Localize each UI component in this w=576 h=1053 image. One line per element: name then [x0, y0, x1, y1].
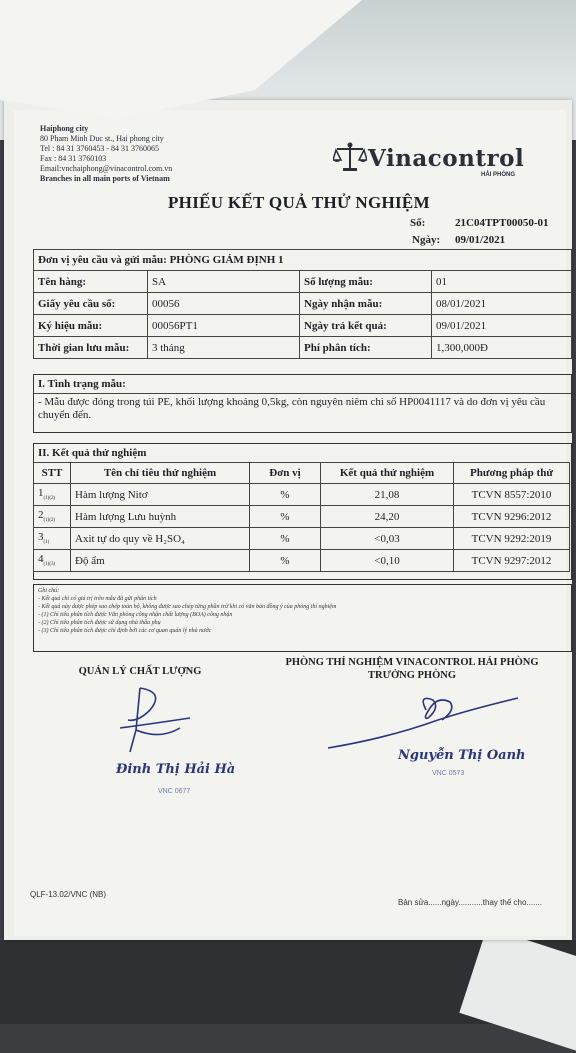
results-header-row [34, 463, 570, 484]
sample-condition-box [33, 374, 572, 433]
info-value: SA [148, 271, 300, 293]
info-label: Phí phân tích: [300, 337, 432, 359]
row-stt: $4_{(1)(3)}$ [34, 550, 71, 572]
info-value: 01 [432, 271, 572, 293]
row-result: <0,10 [321, 550, 454, 572]
info-label: Ký hiệu mẫu: [34, 315, 148, 337]
info-value: 3 tháng [148, 337, 300, 359]
notes-box [33, 584, 572, 652]
info-row [34, 315, 572, 337]
note-line: - Kết quả này được phép sao chép toàn bộ, không được sao chép từng phần trừ khi có văn bản đồng ý của phòng thí nghiệm [38, 604, 337, 610]
test-results-box [33, 443, 572, 580]
info-label: Ngày nhận mẫu: [300, 293, 432, 315]
right-signer-name: Nguyễn Thị Oanh [398, 748, 526, 763]
document-number-label: Số: [410, 217, 426, 229]
row-unit: % [250, 506, 321, 528]
table-row [34, 528, 570, 550]
right-signature-title-1: PHÒNG THÍ NGHIỆM VINACONTROL HẢI PHÒNG [285, 657, 539, 668]
vinacontrol-scale-icon [333, 140, 367, 174]
info-label: Số lượng mẫu: [300, 271, 432, 293]
test-results-table [33, 462, 570, 572]
info-label: Giấy yêu cầu số: [34, 293, 148, 315]
info-value: 08/01/2021 [432, 293, 572, 315]
address-line: Email:vnchaiphong@vinacontrol.com.vn [40, 164, 173, 173]
company-logo-text: Vinacontrol [368, 145, 525, 172]
col-header-result: Kết quả thử nghiệm [321, 463, 454, 484]
sender-row [34, 250, 572, 271]
info-value: 1,300,000Đ [432, 337, 572, 359]
row-stt: $1_{(1)(2)}$ [34, 484, 71, 506]
table-row [34, 550, 570, 572]
info-label: Thời gian lưu mẫu: [34, 337, 148, 359]
note-line: - (1) Chỉ tiêu phân tích được Văn phòng công nhận chất lượng (BOA) công nhận [38, 612, 233, 618]
row-stt: $3_{(1)}$ [34, 528, 71, 550]
document-date-label: Ngày: [412, 234, 441, 246]
col-header-stt: STT [34, 463, 71, 484]
info-label: Ngày trả kết quả: [300, 315, 432, 337]
address-line: Branches in all main ports of Vietnam [40, 174, 170, 183]
info-label: Tên hàng: [34, 271, 148, 293]
left-signer-code: VNC 0677 [158, 788, 191, 795]
table-row [34, 506, 570, 528]
row-result: 21,08 [321, 484, 454, 506]
document-title: PHIẾU KẾT QUẢ THỬ NGHIỆM [168, 193, 430, 212]
address-line: Tel : 84 31 3760453 - 84 31 3760065 [40, 144, 159, 153]
revision-note: Bản sửa......ngày...........thay thế cho....... [398, 898, 542, 907]
company-address [40, 124, 172, 184]
row-unit: % [250, 484, 321, 506]
row-method: TCVN 9296:2012 [454, 506, 570, 528]
col-header-unit: Đơn vị [250, 463, 321, 484]
info-value: 00056PT1 [148, 315, 300, 337]
sample-condition-heading: I. Tình trạng mẫu: [34, 375, 571, 394]
row-method: TCVN 8557:2010 [454, 484, 570, 506]
row-name: Hàm lượng Nitơ [71, 484, 250, 506]
note-line: - Kết quả chỉ có giá trị trên mẫu đã gửi phân tích [38, 596, 157, 602]
row-name: Axit tự do quy về H₂SO₄ [71, 528, 250, 550]
left-handwritten-signature [110, 680, 200, 760]
right-signature-title-2: TRƯỞNG PHÒNG [368, 670, 456, 681]
note-line: - (2) Chỉ tiêu phân tích được sử dụng nhà thầu phụ [38, 620, 161, 626]
left-signature-title: QUẢN LÝ CHẤT LƯỢNG [78, 666, 202, 677]
row-result: 24,20 [321, 506, 454, 528]
info-row [34, 337, 572, 359]
info-value: 00056 [148, 293, 300, 315]
test-results-heading: II. Kết quả thử nghiệm [38, 447, 147, 459]
row-name: Độ ẩm [71, 550, 250, 572]
address-line: 80 Pham Minh Duc st., Hai phong city [40, 134, 164, 143]
row-unit: % [250, 550, 321, 572]
row-method: TCVN 9292:2019 [454, 528, 570, 550]
sender-label: Đơn vị yêu cầu và gửi mẫu: [38, 254, 167, 266]
row-unit: % [250, 528, 321, 550]
col-header-name: Tên chỉ tiêu thử nghiệm [71, 463, 250, 484]
info-value: 09/01/2021 [432, 315, 572, 337]
document-date: 09/01/2021 [455, 234, 506, 246]
address-line: Haiphong city [40, 124, 89, 133]
col-header-method: Phương pháp thử [454, 463, 570, 484]
row-result: <0,03 [321, 528, 454, 550]
sample-condition-text: - Mẫu được đóng trong túi PE, khối lượng khoảng 0,5kg, còn nguyên niêm chì số HP0041117 và do đơn vị yêu cầu chuyển đến. [38, 396, 546, 421]
row-method: TCVN 9297:2012 [454, 550, 570, 572]
sender-value: PHÒNG GIÁM ĐỊNH 1 [169, 254, 284, 266]
document-number: 21C04TPT00050-01 [455, 217, 549, 229]
sample-info-table [33, 249, 572, 359]
note-line: - (3) Chỉ tiêu phân tích được chỉ định bởi các cơ quan quản lý nhà nước [38, 628, 212, 634]
info-row [34, 271, 572, 293]
table-row [34, 484, 570, 506]
row-stt: $2_{(1)(2)}$ [34, 506, 71, 528]
right-signer-code: VNC 0573 [432, 770, 465, 777]
note-line: Ghi chú: [38, 588, 60, 594]
form-code: QLF-13.02/VNC (NB) [30, 890, 107, 899]
company-logo-subtitle: HẢI PHÒNG [481, 172, 516, 178]
address-line: Fax : 84 31 3760103 [40, 154, 107, 163]
info-row [34, 293, 572, 315]
row-name: Hàm lượng Lưu huỳnh [71, 506, 250, 528]
left-signer-name: Đinh Thị Hải Hà [116, 762, 236, 777]
notes [34, 585, 571, 637]
